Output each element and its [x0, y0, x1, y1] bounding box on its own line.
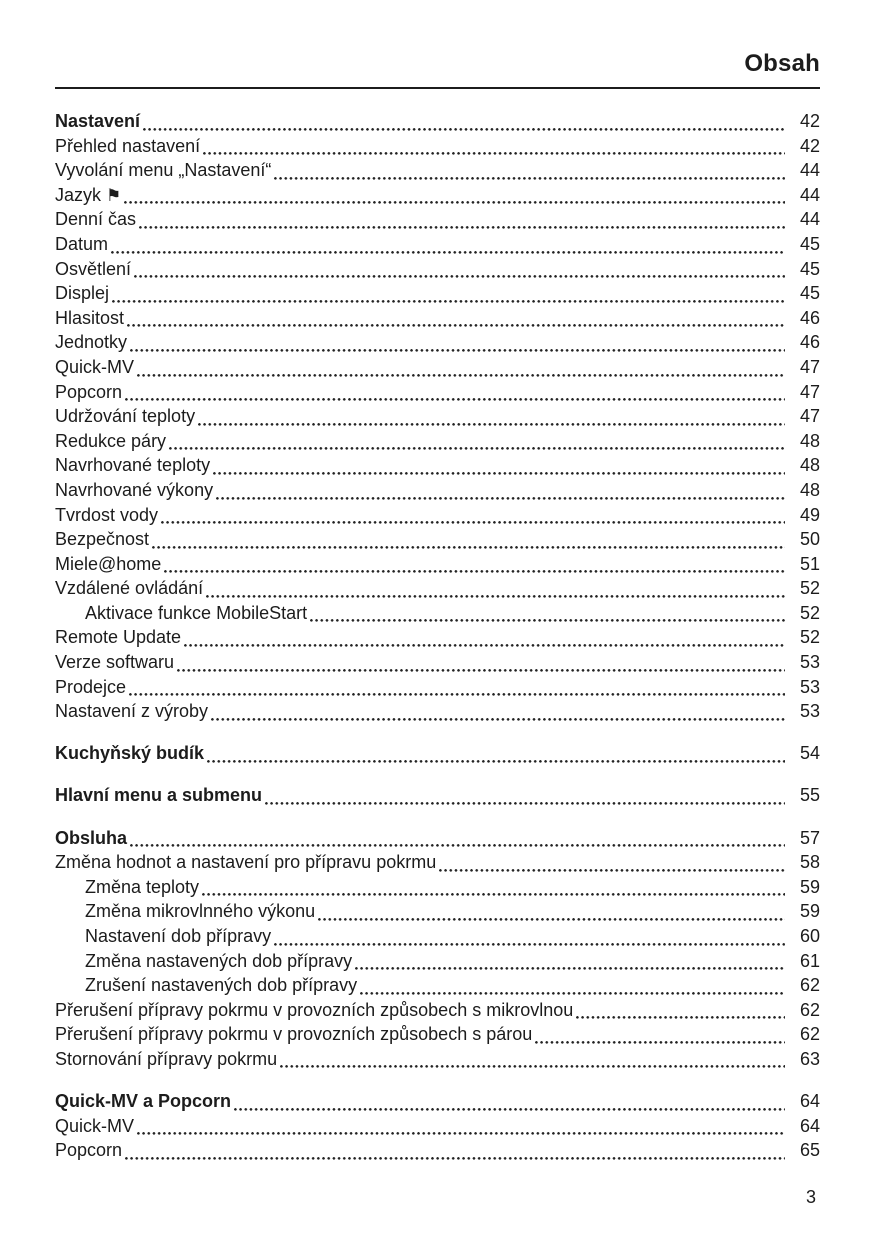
page-title: Obsah — [744, 50, 820, 77]
toc-entry — [55, 529, 820, 554]
toc-entry-label: Hlasitost — [55, 307, 125, 328]
toc-entry — [55, 431, 820, 456]
footer-page-number: 3 — [805, 1187, 816, 1207]
toc-entry-label: Osvětlení — [55, 258, 132, 279]
leader-dots — [576, 1000, 785, 1025]
toc-entry-label: Vyvolání menu „Nastavení“ — [55, 160, 272, 181]
toc-entry-page: 44 — [799, 184, 820, 205]
toc-entry-page: 52 — [799, 602, 820, 623]
leader-dots — [274, 926, 785, 951]
leader-dots — [137, 1116, 785, 1141]
toc-entry-label: Quick-MV — [55, 1115, 135, 1136]
toc-entry-page: 47 — [799, 381, 820, 402]
leader-dots — [134, 259, 785, 284]
toc-entry — [55, 975, 820, 1000]
toc-entry-label: Navrhované teploty — [55, 455, 211, 476]
leader-dots — [127, 308, 785, 333]
toc-entry-page: 47 — [799, 406, 820, 427]
leader-dots — [234, 1091, 785, 1116]
toc-entry — [55, 951, 820, 976]
toc-entry-page: 64 — [799, 1090, 820, 1111]
leader-dots — [130, 332, 785, 357]
toc-entry-page: 62 — [799, 1024, 820, 1045]
table-of-contents — [55, 111, 820, 1165]
toc-entry-label: Datum — [55, 233, 109, 254]
toc-entry — [55, 701, 820, 726]
leader-dots — [130, 828, 785, 853]
leader-dots — [355, 951, 785, 976]
toc-entry — [55, 480, 820, 505]
leader-dots — [310, 603, 785, 628]
toc-entry-page: 45 — [799, 258, 820, 279]
toc-entry-page: 65 — [799, 1140, 820, 1161]
toc-entry — [55, 136, 820, 161]
toc-entry-label: Nastavení — [55, 111, 141, 131]
toc-entry-label: Quick-MV a Popcorn — [55, 1090, 232, 1111]
toc-entry-page: 45 — [799, 283, 820, 304]
leader-dots — [184, 627, 785, 652]
toc-entry — [55, 1000, 820, 1025]
toc-entry — [55, 406, 820, 431]
toc-entry-label: Přerušení přípravy pokrmu v provozních způsobech s mikrovlnou — [55, 999, 574, 1020]
toc-entry-label: Verze softwaru — [55, 652, 175, 673]
leader-dots — [177, 652, 785, 677]
leader-dots — [211, 701, 785, 726]
leader-dots — [207, 743, 785, 768]
toc-entry-label: Remote Update — [55, 627, 182, 648]
toc-entry-page: 57 — [799, 827, 820, 848]
toc-entry-page: 51 — [799, 553, 820, 574]
leader-dots — [112, 283, 785, 308]
toc-entry — [55, 332, 820, 357]
leader-dots — [143, 111, 785, 136]
toc-entry-label: Jednotky — [55, 332, 128, 353]
toc-entry-label: Hlavní menu a submenu — [55, 785, 263, 806]
toc-entry-label: Nastavení dob přípravy — [85, 925, 272, 946]
toc-entry-page: 48 — [799, 430, 820, 451]
toc-entry-label: Quick-MV — [55, 356, 135, 377]
toc-entry-label: Displej — [55, 283, 110, 304]
toc-entry-page: 48 — [799, 455, 820, 476]
leader-dots — [169, 431, 785, 456]
leader-dots — [203, 136, 785, 161]
toc-entry — [55, 259, 820, 284]
leader-dots — [137, 357, 785, 382]
toc-entry-label: Kuchyňský budík — [55, 743, 205, 764]
toc-entry — [55, 554, 820, 579]
toc-entry-page: 44 — [799, 209, 820, 230]
toc-entry — [55, 926, 820, 951]
toc-entry-page: 64 — [799, 1115, 820, 1136]
toc-entry-label: Aktivace funkce MobileStart — [85, 602, 308, 623]
toc-entry-label: Miele@home — [55, 553, 162, 574]
toc-entry-page: 59 — [799, 876, 820, 897]
toc-entry-label: Změna teploty — [85, 876, 200, 897]
leader-dots — [439, 852, 785, 877]
header-rule — [55, 87, 820, 89]
toc-entry — [55, 357, 820, 382]
leader-dots — [274, 160, 785, 185]
toc-entry — [55, 455, 820, 480]
toc-entry-page: 42 — [799, 111, 820, 131]
toc-entry — [55, 308, 820, 333]
toc-entry-page: 52 — [799, 627, 820, 648]
toc-entry-page: 53 — [799, 676, 820, 697]
toc-entry-page: 55 — [799, 785, 820, 806]
toc-entry-page: 53 — [799, 701, 820, 722]
leader-dots — [161, 505, 785, 530]
toc-entry-label: Přehled nastavení — [55, 135, 201, 156]
toc-entry-page: 52 — [799, 578, 820, 599]
toc-entry-page: 45 — [799, 233, 820, 254]
toc-entry — [55, 852, 820, 877]
toc-entry-page: 60 — [799, 925, 820, 946]
leader-dots — [111, 234, 785, 259]
toc-entry — [55, 603, 820, 628]
toc-entry-page: 54 — [799, 743, 820, 764]
leader-dots — [318, 901, 785, 926]
toc-entry-label: Změna hodnot a nastavení pro přípravu pokrmu — [55, 852, 437, 873]
toc-entry-label: Bezpečnost — [55, 529, 150, 550]
leader-dots — [202, 877, 785, 902]
toc-entry — [55, 901, 820, 926]
toc-entry — [55, 652, 820, 677]
toc-entry — [55, 209, 820, 234]
toc-entry — [55, 283, 820, 308]
toc-entry-page: 61 — [799, 950, 820, 971]
toc-entry-page: 58 — [799, 852, 820, 873]
toc-entry — [55, 185, 820, 210]
leader-dots — [198, 406, 785, 431]
toc-entry — [55, 1140, 820, 1165]
toc-entry-label: Popcorn — [55, 1140, 123, 1161]
toc-entry-label: Nastavení z výroby — [55, 701, 209, 722]
toc-entry-label: Stornování přípravy pokrmu — [55, 1048, 278, 1069]
toc-entry-page: 48 — [799, 479, 820, 500]
leader-dots — [535, 1024, 785, 1049]
toc-entry — [55, 677, 820, 702]
leader-dots — [125, 1140, 785, 1165]
toc-entry — [55, 160, 820, 185]
leader-dots — [152, 529, 785, 554]
toc-entry-label: Změna nastavených dob přípravy — [85, 950, 353, 971]
toc-entry — [55, 111, 820, 136]
toc-entry — [55, 234, 820, 259]
toc-entry-page: 62 — [799, 999, 820, 1020]
toc-entry — [55, 627, 820, 652]
toc-entry-label: Vzdálené ovládání — [55, 578, 204, 599]
toc-entry-label: Popcorn — [55, 381, 123, 402]
toc-entry-page: 53 — [799, 652, 820, 673]
toc-entry-page: 63 — [799, 1048, 820, 1069]
toc-entry-label: Zrušení nastavených dob přípravy — [85, 975, 358, 996]
leader-dots — [129, 677, 785, 702]
toc-entry-page: 47 — [799, 356, 820, 377]
leader-dots — [164, 554, 785, 579]
toc-entry — [55, 1091, 820, 1116]
toc-entry-page: 44 — [799, 160, 820, 181]
toc-entry-page: 50 — [799, 529, 820, 550]
leader-dots — [206, 578, 785, 603]
toc-entry-page: 62 — [799, 975, 820, 996]
toc-entry-page: 46 — [799, 332, 820, 353]
toc-entry-label: Jazyk — [55, 184, 102, 205]
toc-entry-page: 42 — [799, 135, 820, 156]
toc-entry — [55, 877, 820, 902]
toc-entry-page: 49 — [799, 504, 820, 525]
leader-dots — [265, 785, 785, 810]
leader-dots — [280, 1049, 785, 1074]
toc-entry-label: Udržování teploty — [55, 406, 196, 427]
toc-entry — [55, 743, 820, 768]
toc-entry — [55, 1024, 820, 1049]
leader-dots — [125, 382, 785, 407]
toc-entry — [55, 505, 820, 530]
toc-entry-label: Změna mikrovlnného výkonu — [85, 901, 316, 922]
leader-dots — [216, 480, 785, 505]
leader-dots — [213, 455, 785, 480]
toc-entry-page: 59 — [799, 901, 820, 922]
toc-entry-label: Redukce páry — [55, 430, 167, 451]
toc-entry-label: Tvrdost vody — [55, 504, 159, 525]
leader-dots — [139, 209, 785, 234]
leader-dots — [360, 975, 785, 1000]
toc-entry-label: Navrhované výkony — [55, 479, 214, 500]
toc-entry-label: Denní čas — [55, 209, 137, 230]
toc-entry-label: Prodejce — [55, 676, 127, 697]
toc-entry — [55, 1116, 820, 1141]
toc-entry — [55, 828, 820, 853]
toc-entry — [55, 382, 820, 407]
toc-entry-page: 46 — [799, 307, 820, 328]
toc-entry-label: Obsluha — [55, 827, 128, 848]
toc-entry-label: Přerušení přípravy pokrmu v provozních způsobech s párou — [55, 1024, 533, 1045]
toc-entry — [55, 578, 820, 603]
toc-entry — [55, 1049, 820, 1074]
toc-entry — [55, 785, 820, 810]
leader-dots — [124, 185, 785, 210]
flag-icon: ⚑ — [106, 185, 122, 205]
